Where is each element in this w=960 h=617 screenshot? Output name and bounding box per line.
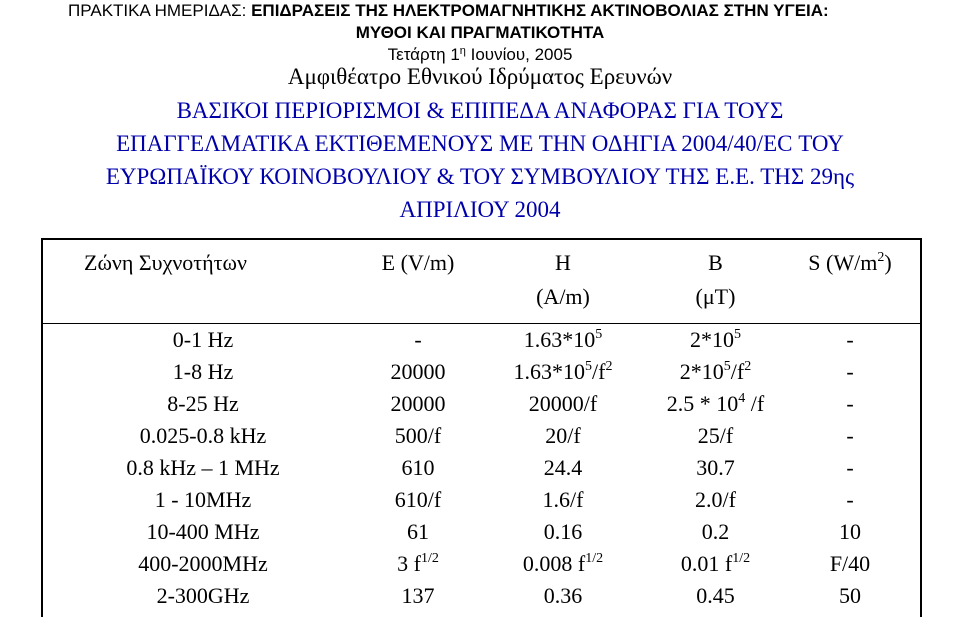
cell-s [778,420,922,452]
cell-s [778,580,922,612]
header-s-post: ) [884,250,892,275]
table-row [43,516,922,548]
cell-s-text: - [846,487,854,512]
cell-s [778,324,922,357]
cell-e-text: 20000 [390,391,446,416]
title-line: ΒΑΣΙΚΟΙ ΠΕΡΙΟΡΙΣΜΟΙ & ΕΠΙΠΕΔΑ ΑΝΑΦΟΡΑΣ ΓΙΑ ΤΟΥΣ [176,98,784,123]
cell-h-text: /f [592,359,606,384]
cell-e [363,580,473,612]
cell-b-text: 0.01 f [680,551,733,576]
cell-zone-text: 10-400 MHz [146,519,260,544]
cell-h-text: 20000/f [528,391,598,416]
cell-h [473,516,653,548]
cell-h-sup: 5 [595,327,603,342]
conference-header [0,0,960,66]
title-line: ΕΥΡΩΠΑΪΚΟΥ ΚΟΙΝΟΒΟΥΛΙΟΥ & ΤΟΥ ΣΥΜΒΟΥΛΙΟΥ ΤΗΣ Ε.Ε. ΤΗΣ 29ης [105,164,855,189]
cell-b-text: 2.0/f [695,487,736,512]
header-s [778,240,922,324]
cell-b-text: 2.5 * 10 [666,391,739,416]
cell-s [778,388,922,420]
cell-zone-text: 1-8 Hz [172,359,234,384]
cell-b [653,388,778,420]
cell-b [653,580,778,612]
event-title-line-1: ΕΠΙΔΡΑΣΕΙΣ ΤΗΣ ΗΛΕΚΤΡΟΜΑΓΝΗΤΙΚΗΣ ΑΚΤΙΝΟΒΟΛΙΑΣ ΣΤΗΝ ΥΓΕΙΑ: [251,1,829,20]
header-s-pre: S (W/m [808,250,878,275]
cell-zone-text: 0-1 Hz [172,327,234,352]
cell-s-text: - [846,455,854,480]
header-h-symbol: H [555,250,571,275]
cell-b-text: 0.2 [701,519,730,544]
cell-e-text: 3 f [397,551,421,576]
cell-h [473,356,653,388]
cell-h-text: 24.4 [543,455,583,480]
cell-zone [43,420,363,452]
cell-b-text: /f [730,359,745,384]
cell-h-text: 0.16 [543,519,583,544]
document-title [0,94,960,226]
cell-b [653,548,778,580]
table-row [43,356,922,388]
cell-h-text: 0.36 [543,583,583,608]
header-b-symbol: B [708,250,723,275]
cell-b-text: 0.45 [696,583,735,608]
cell-h [473,548,653,580]
cell-h-text: 1.63*10 [513,359,586,384]
table-row [43,580,922,612]
cell-b-sup: 5 [734,327,741,342]
cell-s-text: - [846,423,854,448]
cell-b-text: 25/f [697,423,734,448]
conference-line-1 [0,0,960,22]
cell-b-sup: 2 [744,359,752,374]
cell-b-text: /f [745,391,765,416]
cell-e [363,548,473,580]
cell-b [653,484,778,516]
cell-h-sup: 2 [605,359,613,374]
cell-h [473,452,653,484]
cell-zone [43,388,363,420]
cell-s [778,484,922,516]
cell-b-text: 30.7 [696,455,735,480]
cell-zone-text: 0.8 kHz – 1 MHz [126,455,280,480]
cell-zone [43,516,363,548]
cell-zone [43,580,363,612]
date-sup: η [459,45,466,57]
cell-b [653,356,778,388]
limits-table [41,238,922,617]
cell-zone [43,324,363,357]
cell-zone-text: 2-300GHz [156,583,250,608]
header-b-unit: (μT) [695,284,736,309]
conference-line-2 [0,22,960,44]
cell-e [363,356,473,388]
table-body [43,324,922,613]
title-line: ΕΠΑΓΓΕΛΜΑΤΙΚΑ ΕΚΤΙΘΕΜΕΝΟΥΣ ΜΕ ΤΗΝ ΟΔΗΓΙΑ 2004/40/EC ΤΟΥ [116,131,844,156]
cell-b-text: 2*10 [679,359,724,384]
table-row [43,452,922,484]
cell-zone-text: 8-25 Hz [167,391,239,416]
header-zone: Ζώνη Συχνοτήτων [43,240,363,324]
cell-e-text: 610/f [394,487,442,512]
cell-b [653,516,778,548]
table-row [43,324,922,357]
cell-b-sup: 1/2 [732,551,751,566]
title-line: ΑΠΡΙΛΙΟΥ 2004 [399,197,561,222]
cell-b [653,420,778,452]
cell-h-text: 1.63*10 [523,327,596,352]
header-h-unit: (A/m) [536,284,590,309]
cell-e-text: 20000 [390,359,446,384]
cell-s [778,516,922,548]
cell-h-sup: 1/2 [585,551,604,566]
cell-b-text: 2*10 [690,327,734,352]
cell-b [653,324,778,357]
cell-h-text: 1.6/f [542,487,584,512]
header-s-sup: 2 [877,250,885,265]
date-rest: Ιουνίου, 2005 [465,45,573,64]
cell-zone-text: 400-2000MHz [138,551,268,576]
cell-h-sup: 5 [585,359,593,374]
cell-zone [43,484,363,516]
event-title-line-2: ΜΥΘΟΙ ΚΑΙ ΠΡΑΓΜΑΤΙΚΟΤΗΤΑ [355,23,605,42]
cell-s [778,548,922,580]
cell-e [363,516,473,548]
cell-zone-text: 1 - 10MHz [154,487,252,512]
table-row [43,548,922,580]
cell-s [778,452,922,484]
header-b [653,240,778,324]
cell-s-text: - [846,391,854,416]
cell-e [363,452,473,484]
cell-h-text: 20/f [545,423,581,448]
cell-zone [43,356,363,388]
header-e: E (V/m) [363,240,473,324]
cell-s [778,356,922,388]
cell-h [473,580,653,612]
cell-s-text: - [846,359,854,384]
cell-h [473,420,653,452]
cell-zone-text: 0.025-0.8 kHz [139,423,267,448]
cell-e-text: 500/f [394,423,442,448]
cell-e [363,324,473,357]
cell-zone [43,452,363,484]
date-day: Τετάρτη 1 [387,45,460,64]
cell-e-text: 137 [401,583,435,608]
table-row [43,484,922,516]
table-row [43,388,922,420]
cell-b [653,452,778,484]
venue: Αμφιθέατρο Εθνικού Ιδρύματος Ερευνών [287,64,673,89]
cell-zone [43,548,363,580]
cell-h [473,388,653,420]
cell-s-text: F/40 [829,551,871,576]
conference-prefix: ΠΡΑΚΤΙΚΑ ΗΜΕΡΙΔΑΣ: [68,1,252,20]
cell-h-text: 0.008 f [522,551,586,576]
header-h [473,240,653,324]
table-row [43,420,922,452]
cell-e [363,420,473,452]
cell-e-text: 610 [401,455,435,480]
cell-s-text: 50 [839,583,861,608]
cell-h [473,324,653,357]
table-header-row [43,240,922,324]
cell-e-text: 61 [407,519,429,544]
cell-e-sup: 1/2 [420,551,439,566]
cell-e [363,484,473,516]
cell-h [473,484,653,516]
cell-s-text: - [846,327,854,352]
cell-b-sup: 4 [738,391,746,406]
cell-e [363,388,473,420]
cell-e-text: - [414,327,422,352]
cell-s-text: 10 [839,519,861,544]
cell-b-sup: 5 [723,359,731,374]
